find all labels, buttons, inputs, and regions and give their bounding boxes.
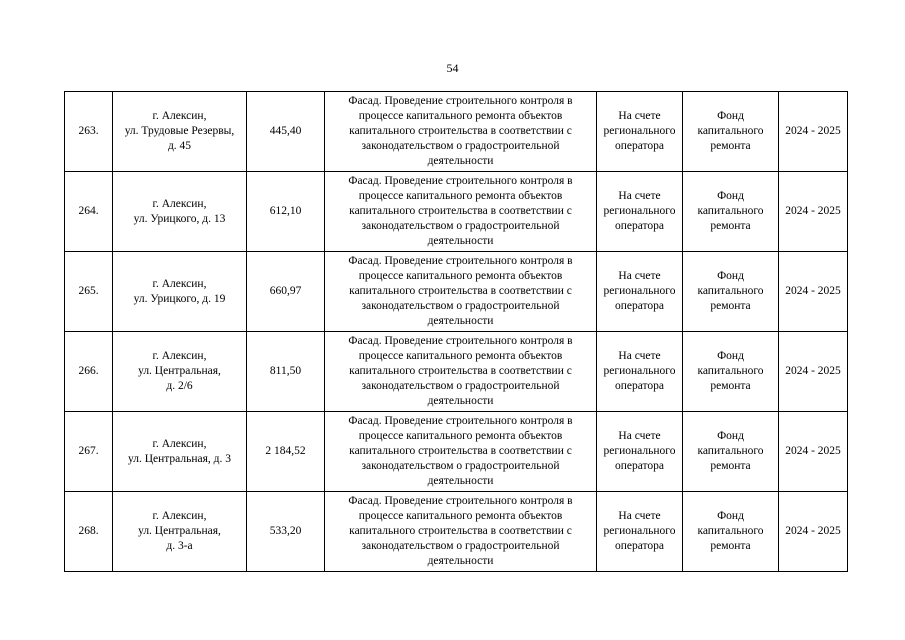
work-type-cell-line: Фасад. Проведение строительного контроля в — [348, 175, 573, 187]
account-cell — [597, 492, 683, 572]
account-cell — [597, 252, 683, 332]
address-cell-line: д. 3-а — [166, 540, 193, 552]
funding-source-cell-line: Фонд — [717, 270, 744, 282]
funding-source-cell-line: Фонд — [717, 430, 744, 442]
funding-source-cell-line: капитального — [697, 445, 764, 457]
work-type-cell-line: капитального строительства в соответствии с — [349, 365, 572, 377]
area-cell: 445,40 — [247, 92, 325, 172]
work-type-cell-line: процессе капитального ремонта объектов — [358, 110, 563, 122]
work-type-cell-line: Фасад. Проведение строительного контроля в — [348, 335, 573, 347]
table-row — [65, 252, 848, 332]
funding-source-cell — [683, 492, 779, 572]
row-number: 267. — [65, 412, 113, 492]
address-cell — [113, 412, 247, 492]
address-cell-line: ул. Урицкого, д. 19 — [133, 292, 226, 305]
funding-source-cell — [683, 412, 779, 492]
work-type-cell-line: процессе капитального ремонта объектов — [358, 430, 563, 442]
account-cell-line: регионального — [603, 365, 676, 377]
address-cell-line: г. Алексин, — [152, 110, 207, 122]
work-type-cell-line: Фасад. Проведение строительного контроля в — [348, 255, 573, 267]
work-type-cell-line: процессе капитального ремонта объектов — [358, 190, 563, 202]
account-cell-line: оператора — [614, 220, 665, 232]
account-cell-line: регионального — [603, 525, 676, 537]
work-type-cell — [325, 92, 597, 172]
area-cell: 533,20 — [247, 492, 325, 572]
address-cell-line: г. Алексин, — [152, 350, 207, 362]
address-cell-line: г. Алексин, — [152, 510, 207, 522]
work-type-cell-line: деятельности — [427, 315, 494, 327]
funding-source-cell — [683, 172, 779, 252]
address-cell — [113, 492, 247, 572]
account-cell-line: регионального — [603, 445, 676, 457]
area-cell: 660,97 — [247, 252, 325, 332]
address-cell-line: г. Алексин, — [152, 437, 207, 450]
row-number: 265. — [65, 252, 113, 332]
account-cell-line: оператора — [614, 540, 665, 552]
address-cell-line: ул. Центральная, — [138, 525, 221, 537]
work-type-cell-line: процессе капитального ремонта объектов — [358, 510, 563, 522]
table-body — [65, 92, 848, 572]
period-cell: 2024 - 2025 — [779, 492, 848, 572]
page-number: 54 — [446, 61, 459, 75]
period-cell: 2024 - 2025 — [779, 332, 848, 412]
address-cell-line: г. Алексин, — [152, 277, 207, 290]
work-type-cell-line: Фасад. Проведение строительного контроля в — [348, 95, 573, 107]
address-cell — [113, 92, 247, 172]
work-type-cell-line: деятельности — [427, 155, 494, 167]
funding-source-cell — [683, 252, 779, 332]
account-cell — [597, 412, 683, 492]
work-type-cell-line: деятельности — [427, 395, 494, 407]
address-cell — [113, 252, 247, 332]
address-cell — [113, 332, 247, 412]
period-cell: 2024 - 2025 — [779, 92, 848, 172]
funding-source-cell-line: капитального — [697, 365, 764, 377]
funding-source-cell-line: Фонд — [717, 350, 744, 362]
work-type-cell-line: Фасад. Проведение строительного контроля в — [348, 415, 573, 427]
account-cell-line: регионального — [603, 285, 676, 297]
work-type-cell-line: деятельности — [427, 555, 494, 567]
work-type-cell-line: законодательством о градостроительной — [361, 460, 560, 472]
account-cell-line: На счете — [618, 270, 661, 282]
funding-source-cell-line: капитального — [697, 205, 764, 217]
area-cell: 2 184,52 — [247, 412, 325, 492]
work-type-cell-line: законодательством о градостроительной — [361, 380, 560, 392]
table-row — [65, 492, 848, 572]
funding-source-cell-line: ремонта — [710, 380, 751, 392]
row-number: 268. — [65, 492, 113, 572]
funding-source-cell — [683, 92, 779, 172]
account-cell-line: На счете — [618, 190, 661, 202]
work-type-cell-line: капитального строительства в соответствии с — [349, 445, 572, 457]
account-cell-line: регионального — [603, 205, 676, 217]
area-cell: 612,10 — [247, 172, 325, 252]
work-type-cell-line: процессе капитального ремонта объектов — [358, 270, 563, 282]
work-type-cell-line: Фасад. Проведение строительного контроля в — [348, 495, 573, 507]
work-type-cell — [325, 172, 597, 252]
address-cell-line: ул. Центральная, д. 3 — [127, 452, 232, 465]
account-cell-line: оператора — [614, 460, 665, 472]
funding-source-cell-line: ремонта — [710, 220, 751, 232]
work-type-cell — [325, 332, 597, 412]
account-cell-line: На счете — [618, 350, 661, 362]
table-row — [65, 92, 848, 172]
funding-source-cell-line: ремонта — [710, 300, 751, 312]
funding-source-cell — [683, 332, 779, 412]
period-cell: 2024 - 2025 — [779, 252, 848, 332]
address-cell-line: ул. Центральная, — [138, 365, 221, 377]
account-cell-line: оператора — [614, 300, 665, 312]
funding-source-cell-line: Фонд — [717, 510, 744, 522]
account-cell-line: На счете — [618, 110, 661, 122]
address-cell-line: г. Алексин, — [152, 197, 207, 210]
funding-source-cell-line: ремонта — [710, 460, 751, 472]
account-cell — [597, 332, 683, 412]
address-cell-line: ул. Урицкого, д. 13 — [133, 212, 226, 225]
period-cell: 2024 - 2025 — [779, 412, 848, 492]
row-number: 264. — [65, 172, 113, 252]
table-row — [65, 412, 848, 492]
work-type-cell-line: капитального строительства в соответствии с — [349, 525, 572, 537]
funding-source-cell-line: Фонд — [717, 190, 744, 202]
row-number: 266. — [65, 332, 113, 412]
capital-repair-table — [64, 91, 848, 572]
funding-source-cell-line: Фонд — [717, 110, 744, 122]
table-row — [65, 172, 848, 252]
account-cell-line: На счете — [618, 430, 661, 442]
work-type-cell — [325, 252, 597, 332]
work-type-cell-line: деятельности — [427, 235, 494, 247]
area-cell: 811,50 — [247, 332, 325, 412]
table-row — [65, 332, 848, 412]
funding-source-cell-line: капитального — [697, 525, 764, 537]
address-cell — [113, 172, 247, 252]
work-type-cell-line: процессе капитального ремонта объектов — [358, 350, 563, 362]
work-type-cell-line: законодательством о градостроительной — [361, 300, 560, 312]
address-cell-line: д. 45 — [167, 140, 192, 152]
work-type-cell-line: законодательством о градостроительной — [361, 140, 560, 152]
funding-source-cell-line: капитального — [697, 285, 764, 297]
funding-source-cell-line: капитального — [697, 125, 764, 137]
funding-source-cell-line: ремонта — [710, 540, 751, 552]
work-type-cell-line: капитального строительства в соответствии с — [349, 285, 572, 297]
work-type-cell-line: законодательством о градостроительной — [361, 540, 560, 552]
account-cell-line: регионального — [603, 125, 676, 137]
work-type-cell-line: деятельности — [427, 475, 494, 487]
funding-source-cell-line: ремонта — [710, 140, 751, 152]
period-cell: 2024 - 2025 — [779, 172, 848, 252]
account-cell — [597, 92, 683, 172]
row-number: 263. — [65, 92, 113, 172]
work-type-cell — [325, 492, 597, 572]
work-type-cell-line: законодательством о градостроительной — [361, 220, 560, 232]
work-type-cell-line: капитального строительства в соответствии с — [349, 125, 572, 137]
account-cell-line: оператора — [614, 140, 665, 152]
work-type-cell — [325, 412, 597, 492]
account-cell-line: На счете — [618, 510, 661, 522]
address-cell-line: д. 2/6 — [166, 380, 193, 392]
account-cell — [597, 172, 683, 252]
account-cell-line: оператора — [614, 380, 665, 392]
address-cell-line: ул. Трудовые Резервы, — [124, 125, 235, 137]
work-type-cell-line: капитального строительства в соответствии с — [349, 205, 572, 217]
